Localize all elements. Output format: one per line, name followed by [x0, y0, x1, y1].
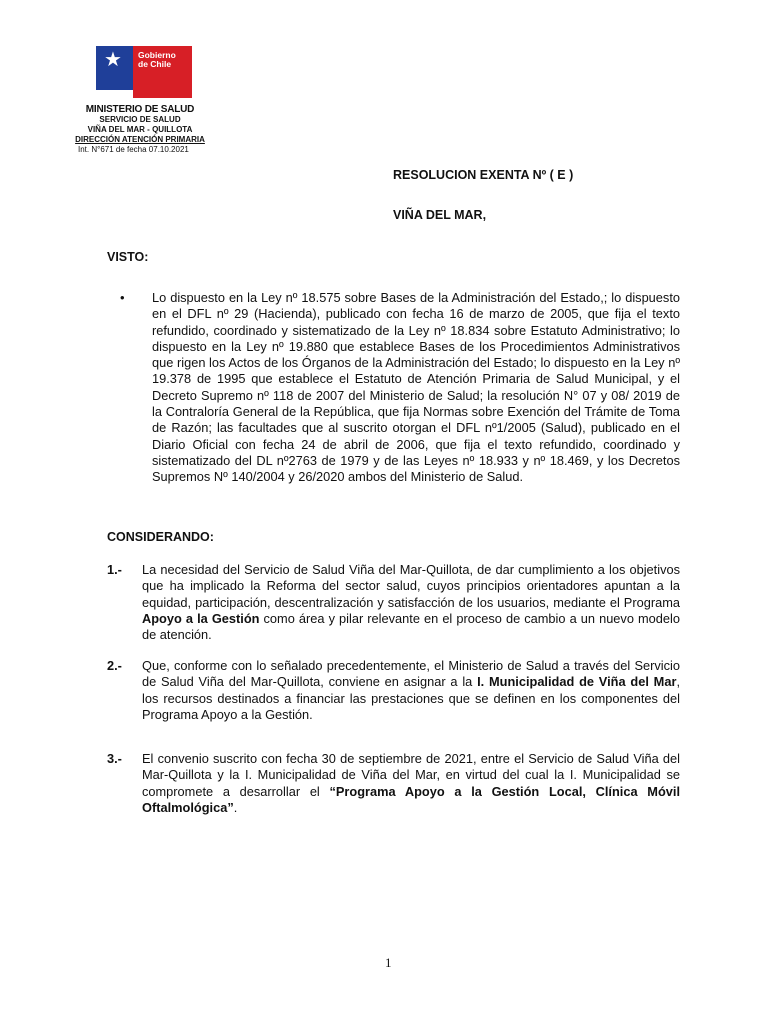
- item-number: 3.-: [107, 751, 122, 766]
- bullet-icon: •: [120, 290, 125, 305]
- star-icon: ★: [104, 49, 122, 71]
- visto-text: Lo dispuesto en la Ley nº 18.575 sobre Bases de la Administración del Estado,; lo dispuesto en el DFL nº 29 (Hacienda), publicado con fecha 16 de marzo de 2005, que fija el texto refundido, coordinado y sistematizado de la Ley nº 18.834 sobre Estatuto Administrativo; lo dispuesto en la Ley nº 19.880 que establece Bases de los Procedimientos Administrativos que rigen los Actos de los Órganos de la Administración del Estado; lo dispuesto en la Ley nº 19.378 de 1995 que establece el Estatuto de Atención Primaria de Salud Municipal, y el Decreto Supremo nº 118 de 2007 del Ministerio de Salud; la resolución N° 07 y 08/ 2019 de la Contraloría General de la República, que fija Normas sobre Exención del Trámite de Toma de Razón; las facultades que al suscrito otorgan el DFL nº1/2005 (Salud), publicado en el Diario Oficial con fecha 24 de abril de 2006, que fija el texto refundido, coordinado y sistematizado del DL nº2763 de 1979 y de las Leyes nº 18.933 y nº 18.469, y los Decretos Supremos Nº 140/2004 y 26/2020 ambos del Ministerio de Salud.: [152, 290, 680, 485]
- logo-text: Gobierno de Chile: [138, 50, 176, 69]
- resolution-title: RESOLUCION EXENTA Nº ( E ): [393, 168, 574, 182]
- considerando-item-1: [107, 562, 680, 643]
- visto-heading: VISTO:: [107, 250, 149, 264]
- considerando-heading: CONSIDERANDO:: [107, 530, 214, 544]
- direction-name: DIRECCIÓN ATENCIÓN PRIMARIA: [75, 135, 205, 144]
- page-number: 1: [385, 955, 392, 970]
- item-number: 2.-: [107, 658, 122, 673]
- region-name: VIÑA DEL MAR - QUILLOTA: [87, 125, 193, 134]
- letterhead: [70, 104, 210, 155]
- internal-reference: Int. N°671 de fecha 07.10.2021: [78, 145, 189, 154]
- considerando-item-2: [107, 658, 680, 723]
- service-name: SERVICIO DE SALUD: [99, 115, 181, 124]
- ministry-name: MINISTERIO DE SALUD: [85, 104, 195, 115]
- item-text: El convenio suscrito con fecha 30 de septiembre de 2021, entre el Servicio de Salud Viña del Mar-Quillota y la I. Municipalidad de Viña del Mar, en virtud del cual la I. Municipalidad se compromete a desarrollar el “Programa Apoyo a la Gestión Local, Clínica Móvil Oftalmológica”.: [142, 751, 681, 815]
- item-number: 1.-: [107, 562, 122, 577]
- considerando-item-3: [107, 751, 680, 816]
- item-text: Que, conforme con lo señalado precedentemente, el Ministerio de Salud a través del Servicio de Salud Viña del Mar-Quillota, conviene en asignar a la I. Municipalidad de Viña del Mar, los recursos destinados a financiar las prestaciones que se definen en los componentes del Programa Apoyo a la Gestión.: [142, 658, 680, 722]
- item-text: La necesidad del Servicio de Salud Viña del Mar-Quillota, de dar cumplimiento a los objetivos que ha implicado la Reforma del sector salud, cuyos principios orientadores apuntan a la equidad, participación, descentralización y satisfacción de los usuarios, mediante el Programa Apoyo a la Gestión como área y pilar relevante en el proceso de cambio a un nuevo modelo de atención.: [142, 562, 680, 643]
- resolution-city: VIÑA DEL MAR,: [393, 208, 487, 222]
- gobierno-de-chile-logo: [96, 46, 192, 98]
- logo-white-strip: [96, 90, 133, 98]
- visto-bullet: [120, 290, 680, 486]
